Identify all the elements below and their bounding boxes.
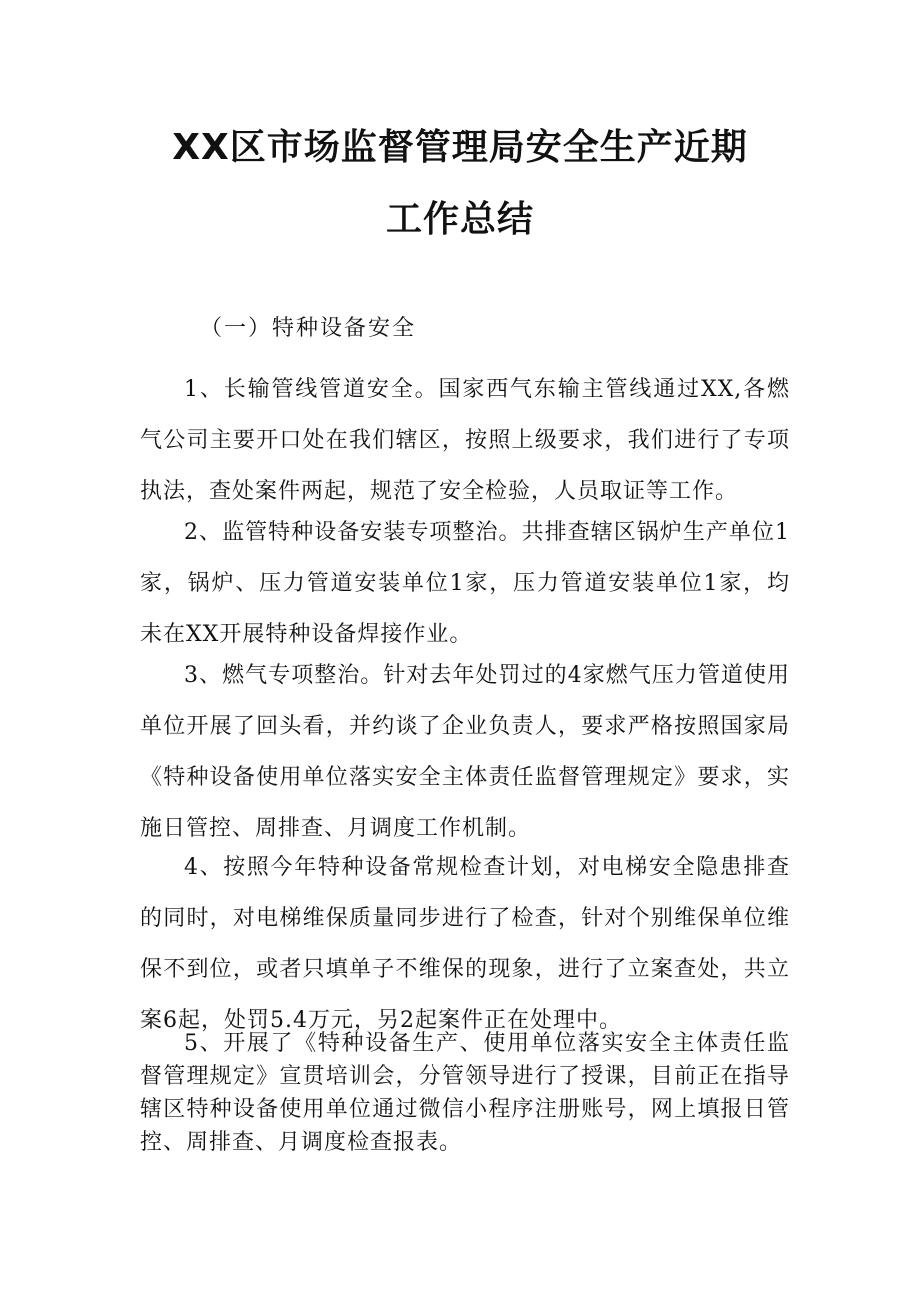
paragraph-2: 2、监管特种设备安装专项整治。共排查辖区锅炉生产单位1家，锅炉、压力管道安装单位1家，压力管道安装单位1家，均未在XX开展特种设备焊接作业。 xyxy=(140,520,790,647)
section-heading: （一）特种设备安全 xyxy=(200,316,417,341)
paragraph-4: 4、按照今年特种设备常规检查计划，对电梯安全隐患排查的同时，对电梯维保质量同步进行了检查，针对个别维保单位维保不到位，或者只填单子不维保的现象，进行了立案查处，共立案6起，处罚5.4万元，另2起案件正在处理中。 xyxy=(140,855,790,1033)
document-title-line-1: XX区市场监督管理局安全生产近期 xyxy=(172,127,748,168)
document-title-line-2: 工作总结 xyxy=(385,199,534,240)
paragraph-5: 5、开展了《特种设备生产、使用单位落实安全主体责任监督管理规定》宣贯培训会，分管领导进行了授课，目前正在指导辖区特种设备使用单位通过微信小程序注册账号，网上填报日管控、周排查、月调度检查报表。 xyxy=(140,1031,790,1155)
paragraph-3: 3、燃气专项整治。针对去年处罚过的4家燃气压力管道使用单位开展了回头看，并约谈了企业负责人，要求严格按照国家局《特种设备使用单位落实安全主体责任监督管理规定》要求，实施日管控、周排查、月调度工作机制。 xyxy=(140,663,790,841)
paragraph-1: 1、长输管线管道安全。国家西气东输主管线通过XX,各燃气公司主要开口处在我们辖区，按照上级要求，我们进行了专项执法，查处案件两起，规范了安全检验，人员取证等工作。 xyxy=(140,377,790,504)
